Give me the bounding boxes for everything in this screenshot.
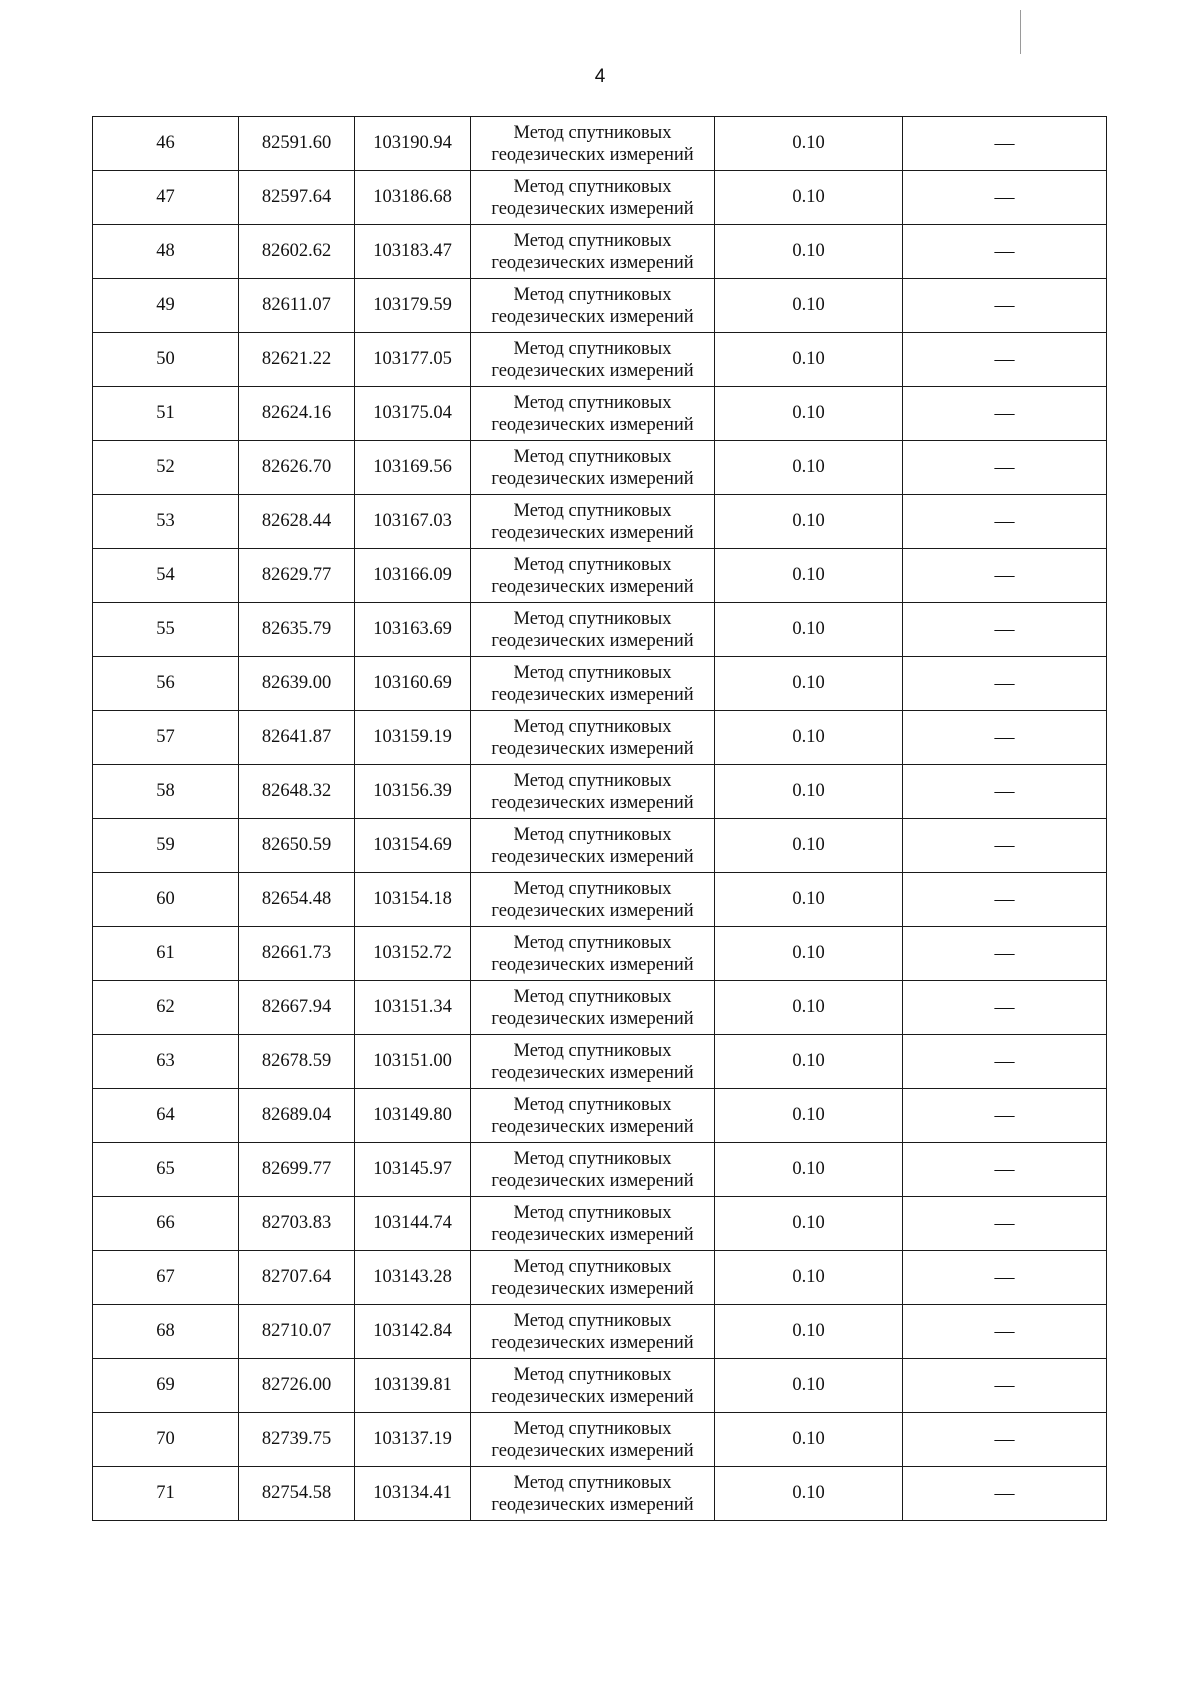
point-number-cell: 50 [93, 333, 239, 387]
method-line-1: Метод спутниковых [513, 824, 672, 845]
method-cell [471, 1143, 715, 1197]
method-line-2: геодезических измерений [491, 414, 694, 435]
point-number-cell: 47 [93, 171, 239, 225]
y-coordinate-cell: 103167.03 [355, 495, 471, 549]
method-line-2: геодезических измерений [491, 1440, 694, 1461]
x-coordinate-cell: 82602.62 [239, 225, 355, 279]
point-number-cell: 59 [93, 819, 239, 873]
y-coordinate-cell: 103137.19 [355, 1413, 471, 1467]
y-coordinate-cell: 103166.09 [355, 549, 471, 603]
accuracy-cell: 0.10 [715, 765, 903, 819]
accuracy-cell: 0.10 [715, 981, 903, 1035]
description-cell: — [903, 333, 1107, 387]
method-line-1: Метод спутниковых [513, 1094, 672, 1115]
description-cell: — [903, 549, 1107, 603]
method-cell [471, 441, 715, 495]
method-line-2: геодезических измерений [491, 738, 694, 759]
description-cell: — [903, 819, 1107, 873]
y-coordinate-cell: 103183.47 [355, 225, 471, 279]
y-coordinate-cell: 103134.41 [355, 1467, 471, 1521]
x-coordinate-cell: 82726.00 [239, 1359, 355, 1413]
x-coordinate-cell: 82689.04 [239, 1089, 355, 1143]
x-coordinate-cell: 82648.32 [239, 765, 355, 819]
accuracy-cell: 0.10 [715, 927, 903, 981]
method-cell [471, 1467, 715, 1521]
x-coordinate-cell: 82597.64 [239, 171, 355, 225]
accuracy-cell: 0.10 [715, 1359, 903, 1413]
method-line-1: Метод спутниковых [513, 1364, 672, 1385]
table-row [93, 333, 1107, 387]
y-coordinate-cell: 103142.84 [355, 1305, 471, 1359]
y-coordinate-cell: 103175.04 [355, 387, 471, 441]
table-row [93, 549, 1107, 603]
accuracy-cell: 0.10 [715, 1035, 903, 1089]
accuracy-cell: 0.10 [715, 1089, 903, 1143]
table-row [93, 927, 1107, 981]
method-line-2: геодезических измерений [491, 360, 694, 381]
table-row [93, 279, 1107, 333]
x-coordinate-cell: 82707.64 [239, 1251, 355, 1305]
method-line-2: геодезических измерений [491, 1062, 694, 1083]
y-coordinate-cell: 103177.05 [355, 333, 471, 387]
x-coordinate-cell: 82703.83 [239, 1197, 355, 1251]
coordinates-table-body [93, 117, 1107, 1521]
y-coordinate-cell: 103139.81 [355, 1359, 471, 1413]
table-row [93, 1197, 1107, 1251]
description-cell: — [903, 1251, 1107, 1305]
point-number-cell: 62 [93, 981, 239, 1035]
method-cell [471, 1089, 715, 1143]
accuracy-cell: 0.10 [715, 441, 903, 495]
method-line-1: Метод спутниковых [513, 770, 672, 791]
y-coordinate-cell: 103156.39 [355, 765, 471, 819]
page-number: 4 [594, 66, 606, 87]
point-number-cell: 61 [93, 927, 239, 981]
description-cell: — [903, 387, 1107, 441]
method-line-2: геодезических измерений [491, 792, 694, 813]
method-cell [471, 171, 715, 225]
description-cell: — [903, 441, 1107, 495]
accuracy-cell: 0.10 [715, 279, 903, 333]
x-coordinate-cell: 82678.59 [239, 1035, 355, 1089]
method-line-1: Метод спутниковых [513, 392, 672, 413]
point-number-cell: 58 [93, 765, 239, 819]
method-line-2: геодезических измерений [491, 846, 694, 867]
method-cell [471, 1359, 715, 1413]
table-row [93, 441, 1107, 495]
method-line-1: Метод спутниковых [513, 176, 672, 197]
method-cell [471, 117, 715, 171]
accuracy-cell: 0.10 [715, 1251, 903, 1305]
point-number-cell: 69 [93, 1359, 239, 1413]
description-cell: — [903, 171, 1107, 225]
x-coordinate-cell: 82654.48 [239, 873, 355, 927]
x-coordinate-cell: 82629.77 [239, 549, 355, 603]
y-coordinate-cell: 103145.97 [355, 1143, 471, 1197]
x-coordinate-cell: 82710.07 [239, 1305, 355, 1359]
table-row [93, 225, 1107, 279]
method-line-2: геодезических измерений [491, 468, 694, 489]
point-number-cell: 65 [93, 1143, 239, 1197]
x-coordinate-cell: 82611.07 [239, 279, 355, 333]
y-coordinate-cell: 103151.34 [355, 981, 471, 1035]
method-cell [471, 225, 715, 279]
method-line-1: Метод спутниковых [513, 284, 672, 305]
x-coordinate-cell: 82635.79 [239, 603, 355, 657]
method-line-1: Метод спутниковых [513, 1202, 672, 1223]
y-coordinate-cell: 103143.28 [355, 1251, 471, 1305]
table-row [93, 981, 1107, 1035]
table-row [93, 1359, 1107, 1413]
method-line-2: геодезических измерений [491, 1116, 694, 1137]
y-coordinate-cell: 103151.00 [355, 1035, 471, 1089]
point-number-cell: 64 [93, 1089, 239, 1143]
method-line-1: Метод спутниковых [513, 446, 672, 467]
point-number-cell: 70 [93, 1413, 239, 1467]
description-cell: — [903, 657, 1107, 711]
x-coordinate-cell: 82639.00 [239, 657, 355, 711]
method-line-1: Метод спутниковых [513, 554, 672, 575]
y-coordinate-cell: 103154.18 [355, 873, 471, 927]
description-cell: — [903, 1467, 1107, 1521]
method-line-1: Метод спутниковых [513, 1418, 672, 1439]
method-cell [471, 333, 715, 387]
accuracy-cell: 0.10 [715, 1197, 903, 1251]
table-row [93, 711, 1107, 765]
description-cell: — [903, 225, 1107, 279]
accuracy-cell: 0.10 [715, 657, 903, 711]
method-cell [471, 279, 715, 333]
accuracy-cell: 0.10 [715, 387, 903, 441]
point-number-cell: 71 [93, 1467, 239, 1521]
point-number-cell: 52 [93, 441, 239, 495]
method-line-2: геодезических измерений [491, 198, 694, 219]
method-line-2: геодезических измерений [491, 576, 694, 597]
accuracy-cell: 0.10 [715, 549, 903, 603]
scan-edge-mark [1020, 10, 1021, 54]
description-cell: — [903, 1143, 1107, 1197]
method-line-1: Метод спутниковых [513, 878, 672, 899]
method-cell [471, 927, 715, 981]
method-cell [471, 981, 715, 1035]
method-line-1: Метод спутниковых [513, 716, 672, 737]
method-line-1: Метод спутниковых [513, 1256, 672, 1277]
x-coordinate-cell: 82624.16 [239, 387, 355, 441]
table-row [93, 819, 1107, 873]
y-coordinate-cell: 103163.69 [355, 603, 471, 657]
description-cell: — [903, 1035, 1107, 1089]
x-coordinate-cell: 82754.58 [239, 1467, 355, 1521]
method-line-2: геодезических измерений [491, 252, 694, 273]
point-number-cell: 63 [93, 1035, 239, 1089]
description-cell: — [903, 1197, 1107, 1251]
x-coordinate-cell: 82699.77 [239, 1143, 355, 1197]
table-row [93, 1305, 1107, 1359]
y-coordinate-cell: 103186.68 [355, 171, 471, 225]
y-coordinate-cell: 103149.80 [355, 1089, 471, 1143]
y-coordinate-cell: 103179.59 [355, 279, 471, 333]
accuracy-cell: 0.10 [715, 819, 903, 873]
y-coordinate-cell: 103169.56 [355, 441, 471, 495]
method-line-2: геодезических измерений [491, 1386, 694, 1407]
point-number-cell: 66 [93, 1197, 239, 1251]
point-number-cell: 67 [93, 1251, 239, 1305]
x-coordinate-cell: 82591.60 [239, 117, 355, 171]
method-line-1: Метод спутниковых [513, 230, 672, 251]
table-row [93, 387, 1107, 441]
table-row [93, 765, 1107, 819]
accuracy-cell: 0.10 [715, 711, 903, 765]
method-line-1: Метод спутниковых [513, 1148, 672, 1169]
method-line-1: Метод спутниковых [513, 986, 672, 1007]
method-cell [471, 657, 715, 711]
method-line-2: геодезических измерений [491, 1170, 694, 1191]
method-line-2: геодезических измерений [491, 900, 694, 921]
accuracy-cell: 0.10 [715, 117, 903, 171]
description-cell: — [903, 765, 1107, 819]
table-row [93, 495, 1107, 549]
point-number-cell: 48 [93, 225, 239, 279]
method-line-2: геодезических измерений [491, 522, 694, 543]
accuracy-cell: 0.10 [715, 1143, 903, 1197]
method-line-2: геодезических измерений [491, 1332, 694, 1353]
table-row [93, 1035, 1107, 1089]
method-cell [471, 495, 715, 549]
method-line-2: геодезических измерений [491, 1494, 694, 1515]
y-coordinate-cell: 103152.72 [355, 927, 471, 981]
method-cell [471, 819, 715, 873]
method-cell [471, 1251, 715, 1305]
y-coordinate-cell: 103159.19 [355, 711, 471, 765]
method-line-2: геодезических измерений [491, 684, 694, 705]
accuracy-cell: 0.10 [715, 171, 903, 225]
point-number-cell: 56 [93, 657, 239, 711]
point-number-cell: 54 [93, 549, 239, 603]
x-coordinate-cell: 82621.22 [239, 333, 355, 387]
accuracy-cell: 0.10 [715, 225, 903, 279]
description-cell: — [903, 927, 1107, 981]
coordinates-table [92, 116, 1107, 1521]
point-number-cell: 57 [93, 711, 239, 765]
x-coordinate-cell: 82628.44 [239, 495, 355, 549]
table-row [93, 1089, 1107, 1143]
method-cell [471, 711, 715, 765]
method-line-1: Метод спутниковых [513, 338, 672, 359]
table-row [93, 117, 1107, 171]
description-cell: — [903, 603, 1107, 657]
x-coordinate-cell: 82650.59 [239, 819, 355, 873]
table-row [93, 657, 1107, 711]
method-cell [471, 1413, 715, 1467]
accuracy-cell: 0.10 [715, 873, 903, 927]
y-coordinate-cell: 103190.94 [355, 117, 471, 171]
description-cell: — [903, 873, 1107, 927]
point-number-cell: 60 [93, 873, 239, 927]
point-number-cell: 46 [93, 117, 239, 171]
method-line-1: Метод спутниковых [513, 1040, 672, 1061]
point-number-cell: 49 [93, 279, 239, 333]
description-cell: — [903, 1359, 1107, 1413]
method-line-2: геодезических измерений [491, 306, 694, 327]
description-cell: — [903, 117, 1107, 171]
method-cell [471, 1305, 715, 1359]
method-line-1: Метод спутниковых [513, 932, 672, 953]
accuracy-cell: 0.10 [715, 1467, 903, 1521]
point-number-cell: 53 [93, 495, 239, 549]
description-cell: — [903, 981, 1107, 1035]
table-row [93, 1143, 1107, 1197]
accuracy-cell: 0.10 [715, 495, 903, 549]
method-line-1: Метод спутниковых [513, 1310, 672, 1331]
accuracy-cell: 0.10 [715, 1305, 903, 1359]
point-number-cell: 51 [93, 387, 239, 441]
method-line-1: Метод спутниковых [513, 122, 672, 143]
method-line-2: геодезических измерений [491, 1008, 694, 1029]
x-coordinate-cell: 82661.73 [239, 927, 355, 981]
method-cell [471, 603, 715, 657]
y-coordinate-cell: 103144.74 [355, 1197, 471, 1251]
x-coordinate-cell: 82626.70 [239, 441, 355, 495]
description-cell: — [903, 495, 1107, 549]
method-line-2: геодезических измерений [491, 1224, 694, 1245]
accuracy-cell: 0.10 [715, 333, 903, 387]
description-cell: — [903, 1305, 1107, 1359]
description-cell: — [903, 711, 1107, 765]
table-row [93, 171, 1107, 225]
description-cell: — [903, 1089, 1107, 1143]
description-cell: — [903, 279, 1107, 333]
point-number-cell: 55 [93, 603, 239, 657]
method-cell [471, 1197, 715, 1251]
table-row [93, 603, 1107, 657]
table-row [93, 1251, 1107, 1305]
table-row [93, 873, 1107, 927]
accuracy-cell: 0.10 [715, 1413, 903, 1467]
method-line-2: геодезических измерений [491, 1278, 694, 1299]
table-row [93, 1467, 1107, 1521]
method-line-2: геодезических измерений [491, 954, 694, 975]
x-coordinate-cell: 82667.94 [239, 981, 355, 1035]
method-line-1: Метод спутниковых [513, 608, 672, 629]
description-cell: — [903, 1413, 1107, 1467]
method-cell [471, 387, 715, 441]
method-line-1: Метод спутниковых [513, 1472, 672, 1493]
method-line-1: Метод спутниковых [513, 500, 672, 521]
y-coordinate-cell: 103160.69 [355, 657, 471, 711]
x-coordinate-cell: 82739.75 [239, 1413, 355, 1467]
method-line-2: геодезических измерений [491, 144, 694, 165]
x-coordinate-cell: 82641.87 [239, 711, 355, 765]
method-cell [471, 1035, 715, 1089]
table-row [93, 1413, 1107, 1467]
method-line-2: геодезических измерений [491, 630, 694, 651]
accuracy-cell: 0.10 [715, 603, 903, 657]
method-cell [471, 549, 715, 603]
method-cell [471, 765, 715, 819]
method-line-1: Метод спутниковых [513, 662, 672, 683]
method-cell [471, 873, 715, 927]
point-number-cell: 68 [93, 1305, 239, 1359]
y-coordinate-cell: 103154.69 [355, 819, 471, 873]
